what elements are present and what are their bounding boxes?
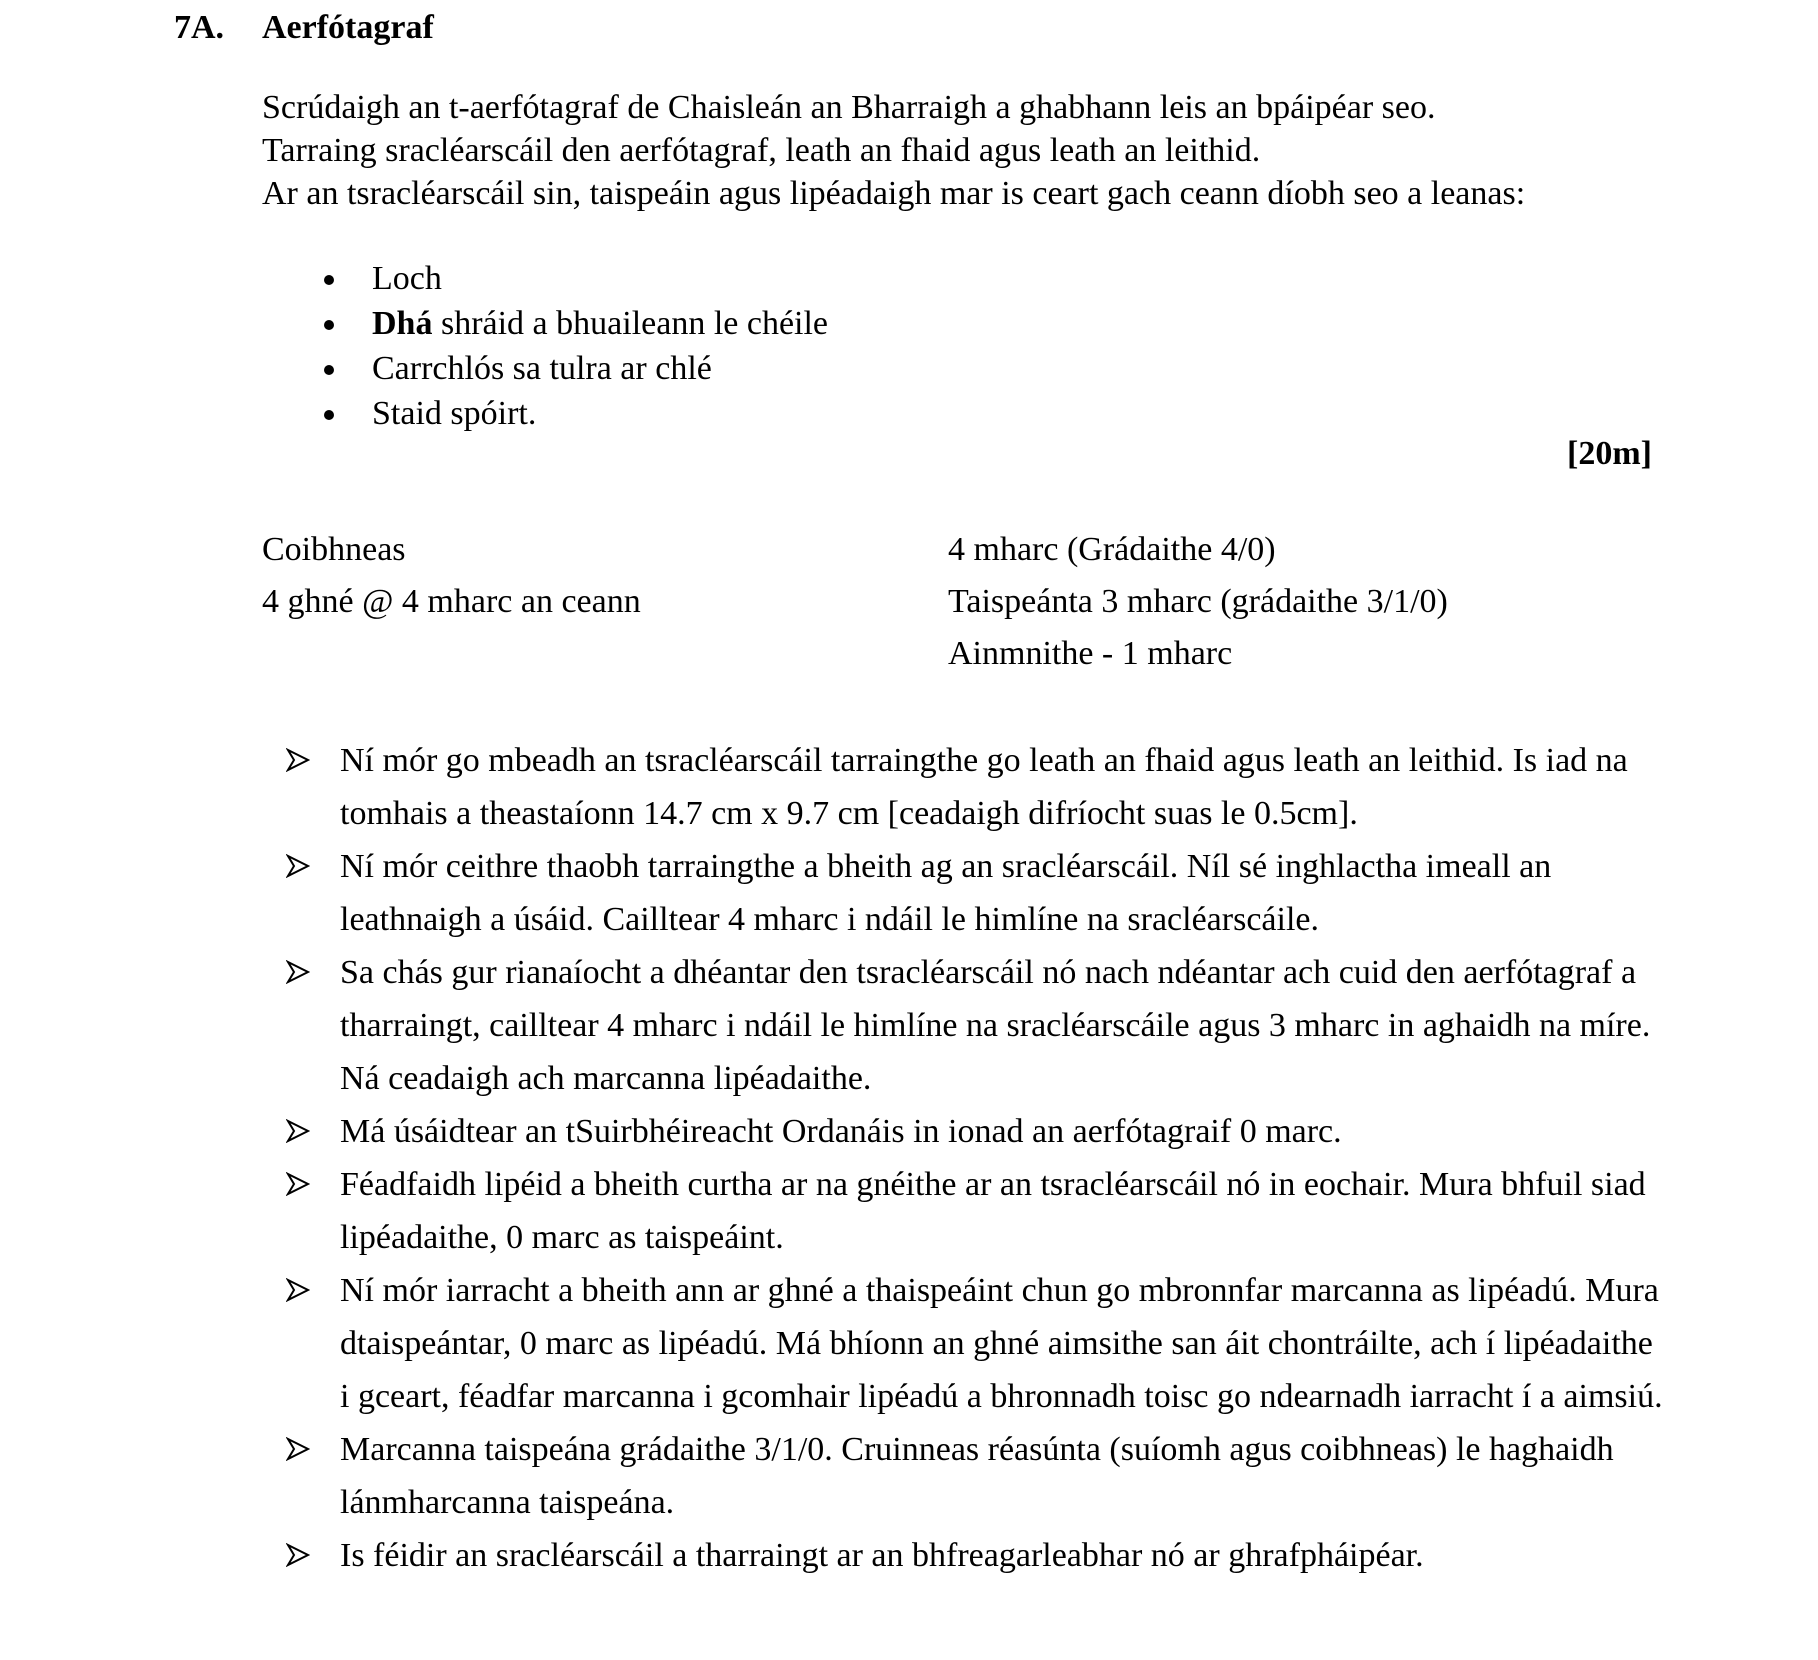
bullet-icon (324, 365, 334, 375)
bullet-icon (324, 410, 334, 420)
bullet-icon (324, 275, 334, 285)
feature-text: Carrchlós sa tulra ar chlé (372, 350, 712, 387)
arrowhead-bullet-icon (286, 1278, 310, 1302)
marking-note (286, 840, 1666, 946)
marking-note-text: Má úsáidtear an tSuirbhéireacht Ordanáis in ionad an aerfótagraif 0 marc. (340, 1113, 1342, 1150)
arrowhead-bullet-icon (286, 960, 310, 984)
scheme-criterion: Coibhneas (262, 531, 406, 568)
arrowhead-bullet-icon (286, 1119, 310, 1143)
marking-note (286, 1423, 1666, 1529)
total-marks: [20m] (1567, 435, 1652, 472)
scheme-marks: 4 mharc (Grádaithe 4/0) (948, 531, 1276, 568)
marking-note (286, 734, 1666, 840)
marking-note-text: Ní mór iarracht a bheith ann ar ghné a thaispeáint chun go mbronnfar marcanna as lipéadú. Mura dtaispeántar, 0 marc as lipéadú. Má bhíonn an ghné aimsithe san áit chontráilte, ach í lipéadaithe i gceart, féadfar marcanna i gcomhair lipéadú a bhronnadh toisc go ndearnadh iarracht í a aimsiú. (340, 1272, 1663, 1415)
question-instructions (262, 86, 1682, 215)
marking-note (286, 1158, 1666, 1264)
marking-note-text: Sa chás gur rianaíocht a dhéantar den tsracléarscáil nó nach ndéantar ach cuid den aerfótagraf a tharraingt, cailltear 4 mharc i ndáil le himlíne na sracléarscáile agus 3 mharc in aghaidh na míre. Ná ceadaigh ach marcanna lipéadaithe. (340, 954, 1651, 1097)
marking-note-text: Féadfaidh lipéid a bheith curtha ar na gnéithe ar an tsracléarscáil nó in eochair. Mura bhfuil siad lipéadaithe, 0 marc as taispeáint. (340, 1166, 1646, 1256)
marking-note-text: Marcanna taispeána grádaithe 3/1/0. Cruinneas réasúnta (suíomh agus coibhneas) le haghaidh lánmharcanna taispeána. (340, 1431, 1614, 1521)
feature-list-item (262, 346, 828, 391)
question-title: Aerfótagraf (262, 9, 434, 46)
marking-notes (286, 734, 1666, 1582)
marking-note (286, 946, 1666, 1105)
marking-note (286, 1529, 1666, 1582)
feature-text: shráid a bhuaileann le chéile (432, 305, 829, 342)
arrowhead-bullet-icon (286, 1172, 310, 1196)
feature-list (262, 256, 828, 436)
feature-list-item (262, 301, 828, 346)
question-number: 7A. (174, 9, 225, 46)
scheme-criterion: 4 ghné @ 4 mharc an ceann (262, 583, 641, 620)
arrowhead-bullet-icon (286, 854, 310, 878)
scheme-marks: Ainmnithe - 1 mharc (948, 635, 1233, 672)
marking-note (286, 1105, 1666, 1158)
feature-text: Staid spóirt. (372, 395, 537, 432)
feature-bold-text: Dhá (372, 305, 433, 342)
feature-text: Loch (372, 260, 442, 297)
marking-note-text: Is féidir an sracléarscáil a tharraingt ar an bhfreagarleabhar nó ar ghrafpháipéar. (340, 1537, 1424, 1574)
feature-list-item (262, 391, 828, 436)
question-heading (174, 6, 434, 50)
instruction-line: Tarraing sracléarscáil den aerfótagraf, leath an fhaid agus leath an leithid. (262, 132, 1261, 169)
marking-note (286, 1264, 1666, 1423)
feature-list-item (262, 256, 828, 301)
marking-note-text: Ní mór go mbeadh an tsracléarscáil tarraingthe go leath an fhaid agus leath an leithid. Is iad na tomhais a theastaíonn 14.7 cm x 9.7 cm [ceadaigh difríocht suas le 0.5cm]. (340, 742, 1628, 832)
arrowhead-bullet-icon (286, 748, 310, 772)
instruction-line: Ar an tsracléarscáil sin, taispeáin agus lipéadaigh mar is ceart gach ceann díobh seo a leanas: (262, 175, 1526, 212)
marking-note-text: Ní mór ceithre thaobh tarraingthe a bheith ag an sracléarscáil. Níl sé inghlactha imeall an leathnaigh a úsáid. Cailltear 4 mharc i ndáil le himlíne na sracléarscáile. (340, 848, 1552, 938)
instruction-line: Scrúdaigh an t-aerfótagraf de Chaisleán an Bharraigh a ghabhann leis an bpáipéar seo. (262, 89, 1436, 126)
arrowhead-bullet-icon (286, 1437, 310, 1461)
arrowhead-bullet-icon (286, 1543, 310, 1567)
scheme-marks: Taispeánta 3 mharc (grádaithe 3/1/0) (948, 583, 1448, 620)
bullet-icon (324, 320, 334, 330)
